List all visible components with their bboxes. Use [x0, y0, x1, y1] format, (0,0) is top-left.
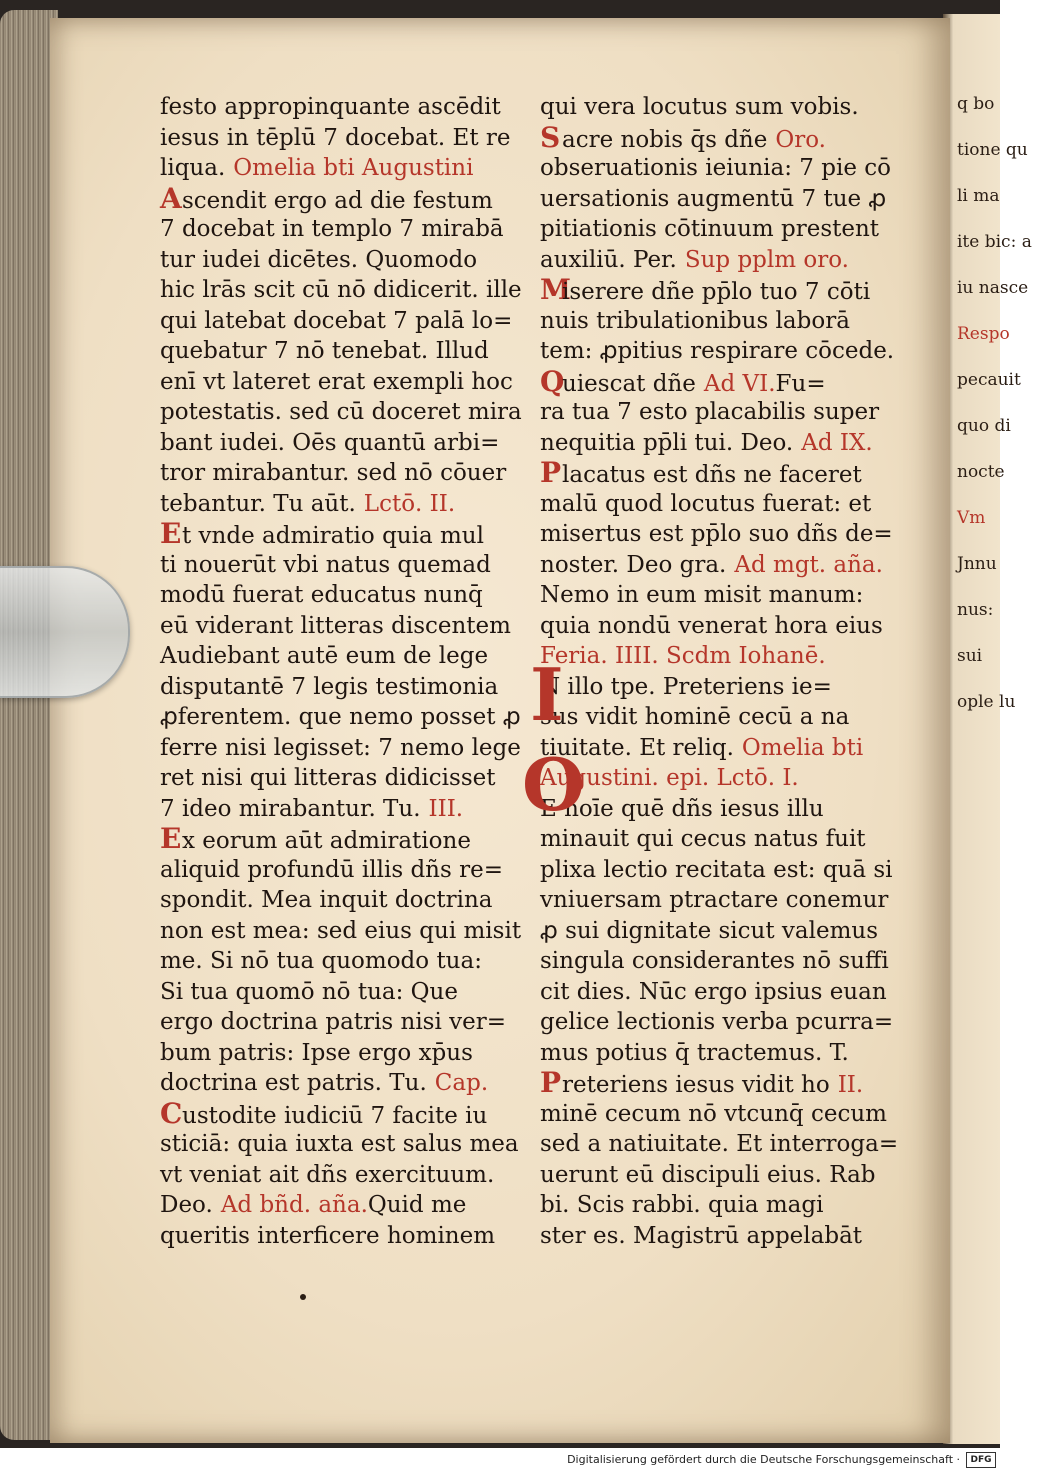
right-column-line — [540, 489, 920, 520]
decorated-initial-i: I — [530, 652, 564, 737]
line-text: ster es. Magistrū appelabāt — [540, 1222, 863, 1249]
right-column-line — [540, 1038, 920, 1069]
rubric-text: Ad IX. — [801, 429, 873, 456]
rubric-text: Omelia bti — [741, 734, 864, 761]
left-column-line — [160, 181, 530, 215]
line-text: lacatus est dñs ne faceret — [562, 462, 862, 488]
page-clip — [0, 566, 130, 698]
line-text: scendit ergo ad die festum — [182, 187, 493, 214]
left-column-line — [160, 1160, 530, 1191]
line-text: minauit qui cecus natus fuit — [540, 826, 866, 852]
line-text: minē cecum nō vtcunq̄ cecum — [540, 1100, 887, 1127]
right-column-line — [540, 1160, 920, 1191]
right-column-line — [540, 946, 920, 977]
left-column-line — [160, 275, 530, 306]
right-column-line — [540, 641, 920, 672]
left-column-line — [160, 702, 530, 733]
line-text: Nemo in eum misit manum: — [540, 582, 864, 608]
facing-page-text: pecauit — [957, 370, 1021, 390]
left-column-line — [160, 489, 530, 520]
facing-page-text: q bo — [957, 94, 995, 114]
left-column-line — [160, 214, 530, 245]
line-text: doctrina est patris. Tu. — [160, 1070, 427, 1096]
right-column-line — [540, 1007, 920, 1038]
line-text: auxiliū. Per. — [540, 246, 677, 273]
rubricated-initial: E — [160, 822, 182, 855]
rubricated-initial: Q — [540, 364, 565, 398]
line-text: enī vt lateret erat exempli hoc — [160, 368, 513, 395]
line-text: 7 ideo mirabantur. Tu. — [160, 795, 421, 822]
left-column-line — [160, 397, 530, 428]
line-text: quebatur 7 nō tenebat. Illud — [160, 338, 489, 364]
right-column-line — [540, 580, 920, 611]
right-column-line — [540, 275, 920, 306]
right-column-line — [540, 153, 920, 184]
right-column-line — [540, 702, 920, 733]
right-column-line — [540, 1190, 920, 1221]
rubricated-initial: M — [540, 273, 571, 306]
line-text: modū fuerat educatus nunq̄ — [160, 582, 483, 608]
facing-page-text: ite bic: a — [957, 232, 1032, 252]
line-text: reteriens iesus vidit ho — [562, 1072, 830, 1098]
left-column-line — [160, 855, 530, 886]
line-text: festo appropinquante ascēdit — [160, 94, 501, 120]
left-column-line — [160, 946, 530, 977]
page-mark — [300, 1294, 306, 1300]
left-column-line — [160, 519, 530, 550]
line-text: malū quod locutus fuerat: et — [540, 490, 872, 517]
facing-page-text: Jnnu — [957, 554, 997, 574]
line-text: queritis interficere hominem — [160, 1222, 496, 1249]
rubric-text: Lctō. II. — [363, 490, 456, 517]
facing-page-text: iu nasce — [957, 278, 1029, 298]
line-text: t vnde admiratio quia mul — [182, 523, 484, 549]
right-column-line — [540, 1221, 920, 1252]
right-column-line — [540, 1068, 920, 1099]
right-column-line — [540, 245, 920, 276]
line-text: tror mirabantur. sed nō cōuer — [160, 460, 507, 486]
left-column-line — [160, 153, 530, 184]
line-text: noster. Deo gra. — [540, 551, 727, 578]
left-column-line — [160, 458, 530, 489]
rubric-text: Ad mgt. aña. — [734, 551, 883, 578]
facing-page-text: nocte — [957, 462, 1005, 482]
footer-bar — [0, 1448, 1000, 1471]
line-text: nuis tribulationibus laborā — [540, 307, 850, 334]
rubric-text: Oro. — [775, 126, 826, 153]
line-text: tur iudei dicētes. Quomodo — [160, 246, 478, 273]
left-column-line — [160, 672, 530, 703]
line-text: Deo. — [160, 1192, 213, 1218]
rubric-text: Ad VI. — [703, 370, 776, 397]
right-column-line — [540, 428, 920, 459]
line-text: spondit. Mea inquit doctrina — [160, 887, 493, 913]
line-text: E hoīe quē dñs iesus illu — [540, 795, 824, 822]
right-column-line — [540, 550, 920, 581]
left-column-line — [160, 885, 530, 916]
right-column-line — [540, 672, 920, 703]
line-text: tiuitate. Et reliq. — [540, 734, 734, 761]
rubric-text: Feria. IIII. Scdm Iohanē. — [540, 643, 826, 669]
line-text: qui latebat docebat 7 palā lo= — [160, 307, 513, 334]
left-text-column — [160, 92, 530, 1251]
right-column-line — [540, 611, 920, 642]
right-column-line — [540, 397, 920, 428]
line-text: N illo tpe. Preteriens ie= — [540, 673, 832, 700]
line-text: me. Si nō tua quomodo tua: — [160, 948, 482, 974]
line-text: gelice lectionis verba pcurra= — [540, 1009, 894, 1035]
left-column-line — [160, 92, 530, 123]
left-column-line — [160, 367, 530, 398]
right-column-line — [540, 824, 920, 855]
right-column-line — [540, 977, 920, 1008]
line-text: bant iudei. Oēs quantū arbi= — [160, 429, 500, 456]
right-column-line — [540, 1099, 920, 1130]
line-text: iesus in tēplū 7 docebat. Et re — [160, 124, 511, 151]
left-column-line — [160, 794, 530, 825]
rubricated-initial: P — [540, 1066, 562, 1099]
line-text: bum patris: Ipse ergo xp̄us — [160, 1039, 473, 1066]
left-column-line — [160, 763, 530, 794]
facing-page-text: Respo — [957, 324, 1010, 344]
line-text: bi. Scis rabbi. quia magi — [540, 1192, 824, 1218]
line-text: cit dies. Nūc ergo ipsius euan — [540, 978, 887, 1005]
line-text: acre nobis q̄s dñe — [562, 126, 768, 153]
right-column-line — [540, 306, 920, 337]
rubric-text: III. — [428, 795, 464, 822]
line-text: pitiationis cōtinuum prestent — [540, 216, 880, 242]
left-column-line — [160, 824, 530, 855]
rubricated-initial: E — [160, 517, 182, 550]
line-text: Si tua quomō nō tua: Que — [160, 978, 458, 1005]
line-text: Audiebant autē eum de lege — [160, 643, 489, 669]
left-column-line — [160, 733, 530, 764]
right-column-line — [540, 214, 920, 245]
line-text: ra tua 7 esto placabilis super — [540, 399, 880, 425]
line-text: hic lrās scit cū nō didicerit. ille — [160, 277, 522, 303]
left-column-line — [160, 611, 530, 642]
right-column-line — [540, 763, 920, 794]
left-column-line — [160, 1068, 530, 1099]
left-column-line — [160, 641, 530, 672]
line-text: ustodite iudiciū 7 facite iu — [182, 1102, 488, 1129]
right-column-line — [540, 794, 920, 825]
funding-notice: Digitalisierung gefördert durch die Deutsche Forschungsgemeinschaft · — [567, 1453, 960, 1466]
line-text: ꝓferentem. que nemo posset ꝓ — [160, 704, 521, 730]
line-text: quia nondū venerat hora eius — [540, 612, 883, 639]
line-text: tem: ꝓpitius respirare cōcede. — [540, 338, 895, 364]
facing-page-text: li ma — [957, 186, 1000, 206]
left-column-line — [160, 1038, 530, 1069]
line-text: misertus est pp̄lo suo dñs de= — [540, 521, 893, 547]
line-text: eū viderant litteras discentem — [160, 612, 511, 639]
rubric-text: Sup pplm oro. — [684, 246, 849, 273]
line-text: aliquid profundū illis dñs re= — [160, 856, 503, 883]
line-text: sed a natiuitate. Et interroga= — [540, 1131, 899, 1157]
line-text: disputantē 7 legis testimonia — [160, 673, 499, 700]
line-text-after: Fu= — [775, 370, 826, 397]
line-text: ergo doctrina patris nisi ver= — [160, 1009, 507, 1035]
left-column-line — [160, 428, 530, 459]
right-column-line — [540, 92, 920, 123]
facing-page-text: tione qu — [957, 140, 1028, 160]
right-column-line — [540, 885, 920, 916]
right-column-line — [540, 519, 920, 550]
line-text: vt veniat ait dñs exercituum. — [160, 1161, 495, 1188]
line-text: uerunt eū discipuli eius. Rab — [540, 1161, 876, 1188]
rubricated-initial: A — [160, 181, 182, 215]
rubric-text: Ad bñd. aña. — [220, 1192, 368, 1218]
line-text: uersationis augmentū 7 tue ꝓ — [540, 185, 887, 212]
right-column-line — [540, 336, 920, 367]
left-column-line — [160, 245, 530, 276]
line-text: ꝓ sui dignitate sicut valemus — [540, 917, 879, 944]
right-text-column — [540, 92, 920, 1251]
right-column-line — [540, 733, 920, 764]
line-text: iserere dñe pp̄lo tuo 7 cōti — [562, 279, 871, 305]
line-text: vniuersam ptractare conemur — [540, 887, 889, 913]
decorated-initial-o: O — [522, 742, 585, 827]
right-column-line — [540, 458, 920, 489]
line-text: ti nouerūt vbi natus quemad — [160, 551, 491, 578]
left-column-line — [160, 580, 530, 611]
line-text: uiescat dñe — [562, 370, 696, 397]
rubricated-initial: S — [540, 120, 561, 154]
right-column-line — [540, 1129, 920, 1160]
facing-page-text: Vm — [957, 508, 986, 528]
line-text: potestatis. sed cū doceret mira — [160, 399, 522, 425]
facing-page-text: nus: — [957, 600, 994, 620]
line-text: mus potius q̄ tractemus. T. — [540, 1039, 849, 1066]
line-text: obseruationis ieiunia: 7 pie cō — [540, 155, 891, 181]
line-text: tebantur. Tu aūt. — [160, 490, 356, 517]
line-text: nequitia pp̄li tui. Deo. — [540, 429, 794, 456]
left-column-line — [160, 1129, 530, 1160]
facing-page-text: ople lu — [957, 692, 1016, 712]
line-text-after: Quid me — [367, 1192, 467, 1218]
rubric-text: Cap. — [434, 1070, 489, 1096]
rubric-text: Augustini. epi. Lctō. I. — [540, 765, 799, 791]
right-column-line — [540, 184, 920, 215]
line-text: 7 docebat in templo 7 mirabā — [160, 216, 504, 242]
line-text: x eorum aūt admiratione — [182, 828, 471, 854]
rubricated-initial: C — [160, 1096, 183, 1130]
left-column-line — [160, 1096, 530, 1130]
facing-page-text: sui — [957, 646, 983, 666]
right-column-line — [540, 364, 920, 398]
dfg-logo: DFG — [966, 1452, 996, 1468]
left-column-line — [160, 1007, 530, 1038]
line-text: singula considerantes nō suffi — [540, 948, 889, 974]
rubric-text: II. — [837, 1072, 864, 1098]
line-text: plixa lectio recitata est: quā si — [540, 856, 893, 883]
line-text: liqua. — [160, 155, 226, 181]
line-text: sticiā: quia iuxta est salus mea — [160, 1131, 519, 1157]
left-column-line — [160, 977, 530, 1008]
line-text: non est mea: sed eius qui misit — [160, 917, 522, 944]
left-column-line — [160, 306, 530, 337]
right-column-line — [540, 916, 920, 947]
left-column-line — [160, 916, 530, 947]
line-text: qui vera locutus sum vobis. — [540, 94, 859, 120]
line-text: sus vidit hominē cecū a na — [540, 704, 850, 730]
facing-page-text: quo di — [957, 416, 1011, 436]
left-column-line — [160, 123, 530, 154]
line-text: ferre nisi legisset: 7 nemo lege — [160, 734, 521, 761]
facing-page — [943, 14, 1032, 1444]
right-column-line — [540, 855, 920, 886]
left-column-line — [160, 550, 530, 581]
line-text: ret nisi qui litteras didicisset — [160, 765, 496, 791]
rubric-text: Omelia bti Augustini — [233, 155, 474, 181]
left-column-line — [160, 1190, 530, 1221]
right-column-line — [540, 120, 920, 154]
left-column-line — [160, 336, 530, 367]
left-column-line — [160, 1221, 530, 1252]
rubricated-initial: P — [540, 456, 562, 489]
